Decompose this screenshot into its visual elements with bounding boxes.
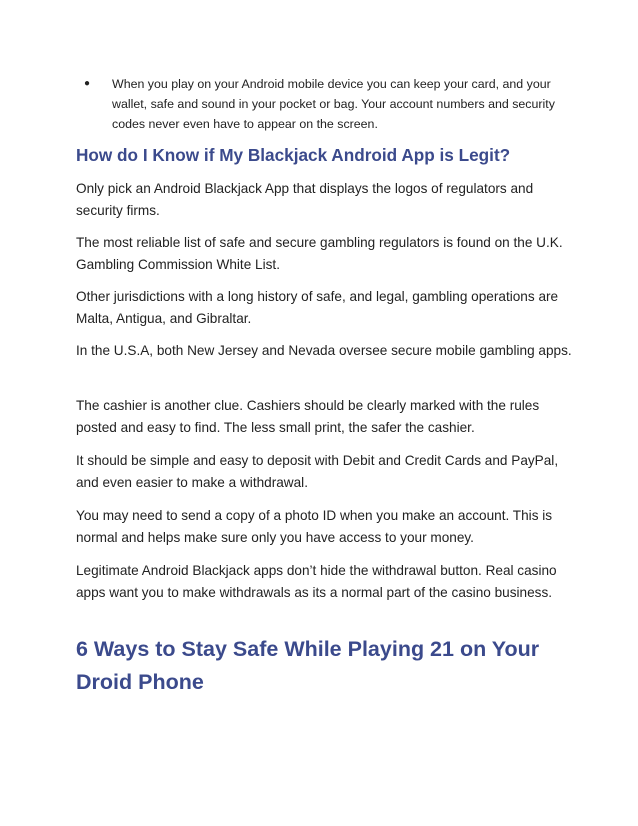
- heading-legit: How do I Know if My Blackjack Android App is Legit?: [76, 145, 511, 165]
- paragraph-withdrawal: Legitimate Android Blackjack apps don’t hide the withdrawal button. Real casino apps want you to make withdrawals as its a normal part of the casino business.: [76, 563, 557, 600]
- paragraph-usa: In the U.S.A, both New Jersey and Nevada oversee secure mobile gambling apps.: [76, 343, 572, 358]
- list-item: [84, 74, 574, 134]
- paragraph-photo-id: You may need to send a copy of a photo ID when you make an account. This is normal and helps make sure only you have access to your money.: [76, 508, 553, 545]
- paragraph-deposit: It should be simple and easy to deposit with Debit and Credit Cards and PayPal, and even easier to make a withdrawal.: [76, 453, 559, 490]
- paragraph-jurisdictions: Other jurisdictions with a long history of safe, and legal, gambling operations are Malta, Antigua, and Gibraltar.: [76, 289, 559, 326]
- bullet-icon: ●: [84, 78, 91, 89]
- bullet-text: When you play on your Android mobile device you can keep your card, and your wallet, safe and sound in your pocket or bag. Your account numbers and security codes never even have to appear on the screen.: [112, 77, 555, 131]
- paragraph-cashier: The cashier is another clue. Cashiers should be clearly marked with the rules posted and easy to find. The less small print, the safer the cashier.: [76, 398, 540, 435]
- heading-six-ways: 6 Ways to Stay Safe While Playing 21 on Your Droid Phone: [76, 637, 540, 694]
- paragraph-white-list: The most reliable list of safe and secure gambling regulators is found on the U.K. Gambling Commission White List.: [76, 235, 563, 272]
- bullet-list: [84, 74, 574, 134]
- paragraph-logos: Only pick an Android Blackjack App that displays the logos of regulators and security firms.: [76, 181, 534, 218]
